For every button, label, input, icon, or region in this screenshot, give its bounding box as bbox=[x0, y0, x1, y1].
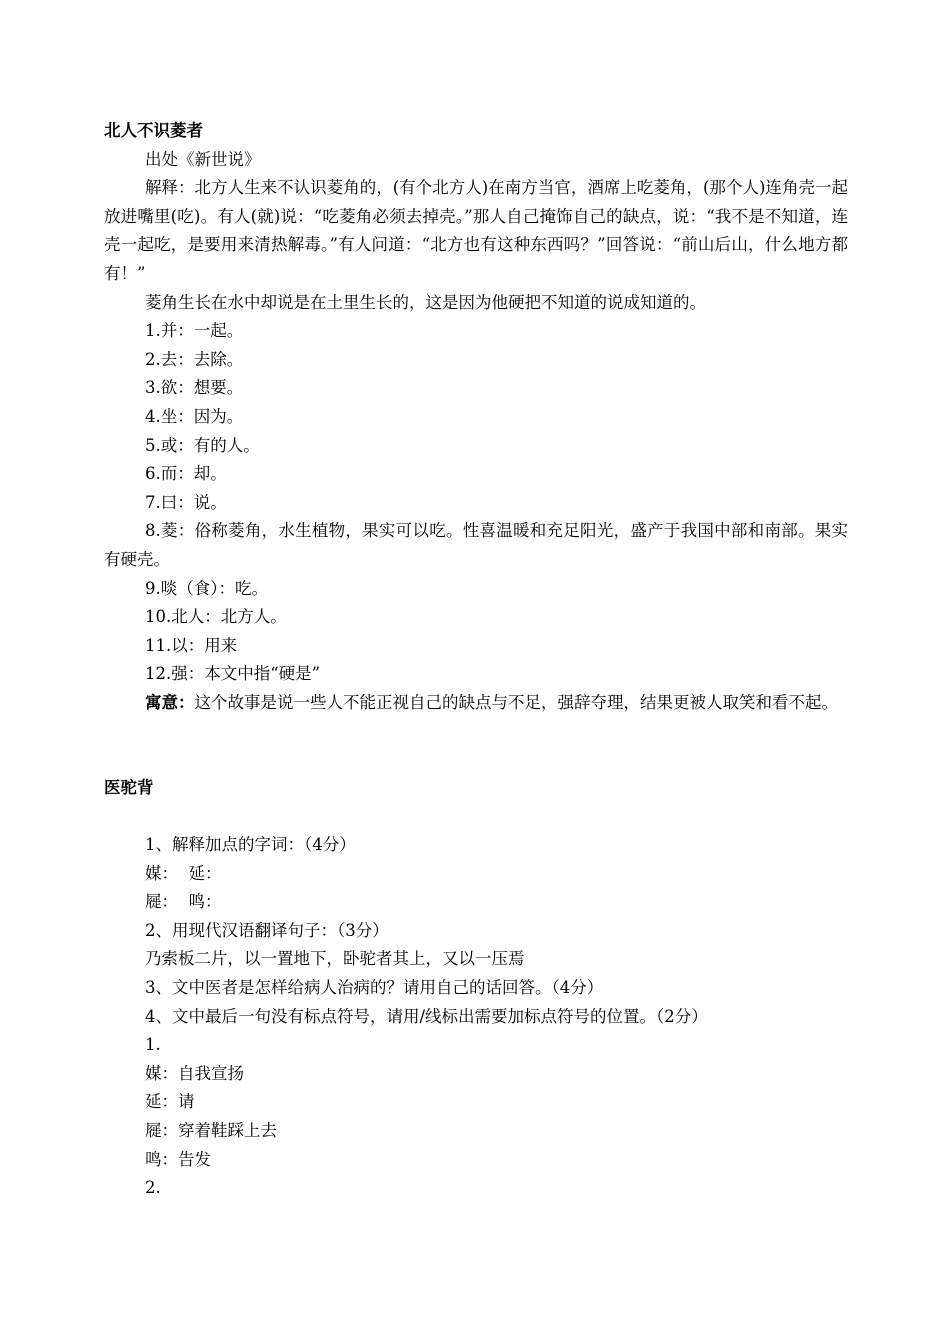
note-item: 3.欲：想要。 bbox=[145, 378, 244, 398]
spacer bbox=[104, 717, 848, 774]
section1-moral bbox=[104, 689, 848, 718]
question-line: 1、解释加点的字词：（4分） bbox=[145, 835, 356, 855]
answer-line: 屣：穿着鞋踩上去 bbox=[145, 1121, 277, 1140]
question-line: 4、文中最后一句没有标点符号，请用/线标出需要加标点符号的位置。（2分） bbox=[145, 1006, 708, 1026]
spacer bbox=[104, 803, 848, 831]
note-item: 5.或：有的人。 bbox=[145, 435, 260, 455]
question-line: 屣： 鸣： bbox=[145, 892, 222, 912]
question-line: 2、用现代汉语翻译句子：（3分） bbox=[145, 920, 389, 940]
question-line: 乃索板二片，以一置地下，卧驼者其上，又以一压焉 bbox=[145, 949, 525, 969]
moral-label: 寓意： bbox=[145, 692, 195, 712]
section1-explanation: 解释：北方人生来不认识菱角的，(有个北方人)在南方当官，酒席上吃菱角，(那个人)连角壳一起放进嘴里(吃)。有人(就)说：“吃菱角必须去掉壳。”那人自己掩饰自己的缺点，说：“我不是不知道，连壳一起吃，是要用来清热解毒。”有人问道：“北方也有这种东西吗？”回答说：“前山后山，什么地方都有！” bbox=[104, 178, 848, 283]
note-item: 7.曰：说。 bbox=[145, 492, 227, 512]
section1-summary: 菱角生长在水中却说是在土里生长的，这是因为他硬把不知道的说成知道的。 bbox=[145, 292, 706, 312]
note-item: 10.北人：北方人。 bbox=[145, 607, 287, 627]
note-item: 6.而：却。 bbox=[145, 464, 227, 484]
note-item: 12.强：本文中指“硬是” bbox=[145, 664, 321, 684]
question-line: 3、文中医者是怎样给病人治病的？请用自己的话回答。（4分） bbox=[145, 978, 604, 998]
answer-line: 媒：自我宣扬 bbox=[145, 1063, 244, 1083]
section1-notes bbox=[104, 317, 848, 689]
answer-line: 延：请 bbox=[145, 1092, 195, 1112]
section1-source: 出处《新世说》 bbox=[145, 149, 261, 169]
note-item: 9.啖（食）：吃。 bbox=[145, 578, 268, 598]
moral-text: 这个故事是说一些人不能正视自己的缺点与不足，强辞夺理，结果更被人取笑和看不起。 bbox=[194, 692, 838, 712]
note-item: 4.坐：因为。 bbox=[145, 406, 244, 426]
note-item: 8.菱：俗称菱角，水生植物，果实可以吃。性喜温暖和充足阳光，盛产于我国中部和南部。果实有硬壳。 bbox=[104, 521, 848, 569]
note-item: 11.以：用来 bbox=[145, 635, 238, 655]
section2-questions bbox=[104, 831, 848, 1203]
answer-line: 2. bbox=[145, 1178, 161, 1198]
question-line: 媒： 延： bbox=[145, 863, 222, 883]
answer-line: 鸣：告发 bbox=[145, 1149, 211, 1169]
note-item: 2.去：去除。 bbox=[145, 349, 244, 369]
note-item: 1.并：一起。 bbox=[145, 321, 244, 341]
answer-line: 1. bbox=[145, 1035, 161, 1055]
section1-title: 北人不识菱者 bbox=[104, 121, 203, 140]
document-page bbox=[104, 117, 848, 1203]
section2-title: 医驼背 bbox=[104, 778, 154, 798]
